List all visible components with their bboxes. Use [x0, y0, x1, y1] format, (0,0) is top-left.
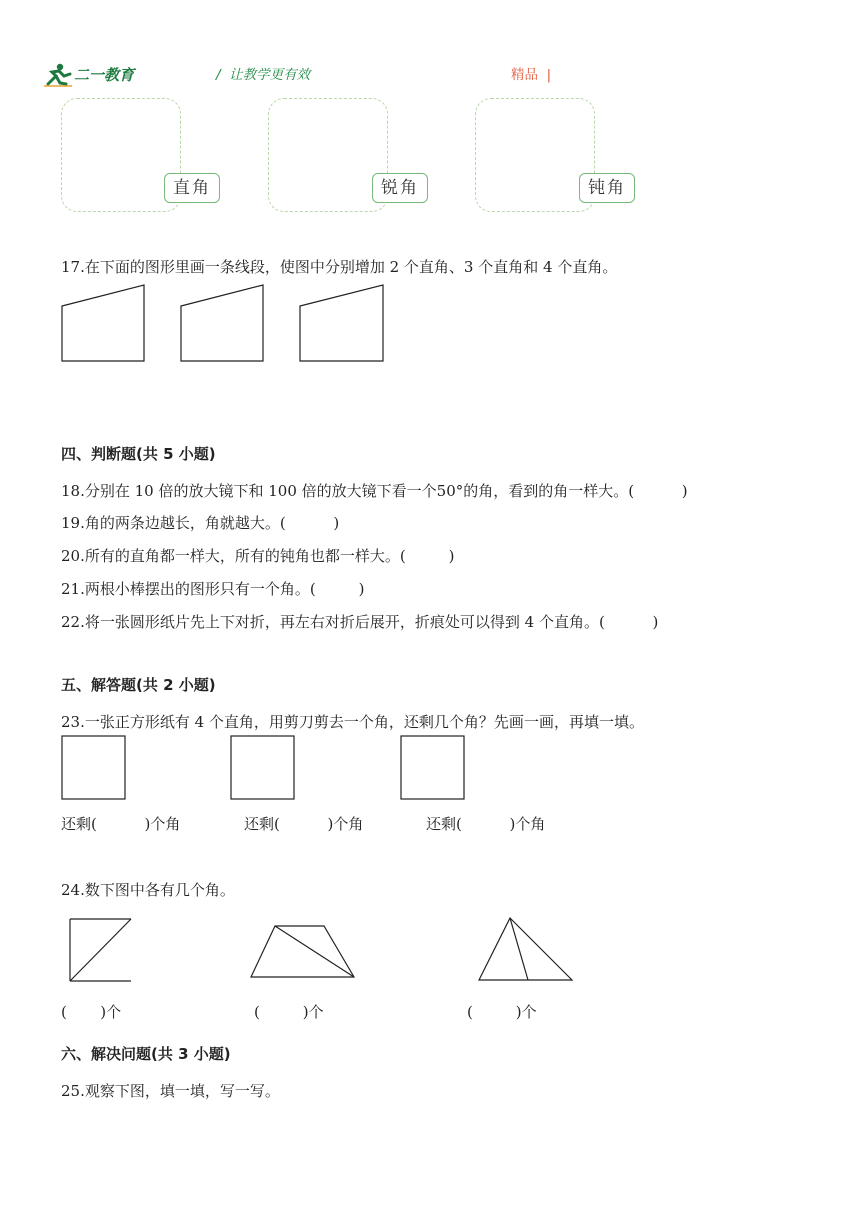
- q24-figure-2: [251, 926, 354, 977]
- label-acute-angle: 锐角: [372, 173, 428, 203]
- q24-answer-1[interactable]: ( )个: [61, 1003, 122, 1021]
- q24-figures: [58, 912, 588, 986]
- drawing-box-acute-angle: [268, 98, 388, 212]
- q23-square-1: [62, 736, 125, 799]
- q23-square-3: [401, 736, 464, 799]
- question-24: 24.数下图中各有几个角。: [61, 881, 235, 899]
- q17-shape-3: [300, 285, 383, 361]
- q17-shape-1: [62, 285, 144, 361]
- section-5-title: 五、解答题(共 2 小题): [61, 676, 216, 694]
- question-20: 20.所有的直角都一样大，所有的钝角也都一样大。( ): [61, 547, 455, 565]
- question-19: 19.角的两条边越长，角就越大。( ): [61, 514, 340, 532]
- question-22: 22.将一张圆形纸片先上下对折，再左右对折后展开，折痕处可以得到 4 个直角。( ): [61, 613, 659, 631]
- header-slogan: / 让教学更有效: [216, 67, 311, 83]
- q23-answer-2[interactable]: 还剩( )个角: [244, 815, 364, 833]
- header-brand: 精品 |: [511, 67, 552, 83]
- question-18: 18.分别在 10 倍的放大镜下和 100 倍的放大镜下看一个50°的角，看到的角一样大。( ): [61, 482, 688, 500]
- question-21: 21.两根小棒摆出的图形只有一个角。( ): [61, 580, 365, 598]
- q17-shapes: [58, 282, 398, 366]
- q24-figure-3: [479, 918, 572, 980]
- drawing-box-obtuse-angle: [475, 98, 595, 212]
- label-obtuse-angle: 钝角: [579, 173, 635, 203]
- question-23: 23.一张正方形纸有 4 个直角，用剪刀剪去一个角，还剩几个角？先画一画，再填一填。: [61, 713, 644, 731]
- q24-answer-3[interactable]: ( )个: [467, 1003, 537, 1021]
- q23-answer-1[interactable]: 还剩( )个角: [61, 815, 181, 833]
- drawing-box-right-angle: [61, 98, 181, 212]
- label-right-angle: 直角: [164, 173, 220, 203]
- question-25: 25.观察下图，填一填，写一写。: [61, 1082, 280, 1100]
- q24-answer-2[interactable]: ( )个: [254, 1003, 324, 1021]
- q17-shape-2: [181, 285, 263, 361]
- q23-square-2: [231, 736, 294, 799]
- logo-text: 二一教育: [74, 66, 135, 84]
- question-17: 17.在下面的图形里画一条线段，使图中分别增加 2 个直角、3 个直角和 4 个直角。: [61, 258, 618, 276]
- q23-squares: [58, 733, 478, 805]
- section-6-title: 六、解决问题(共 3 小题): [61, 1045, 231, 1063]
- q24-figure-1: [70, 919, 131, 981]
- q23-answer-3[interactable]: 还剩( )个角: [426, 815, 546, 833]
- section-4-title: 四、判断题(共 5 小题): [61, 445, 216, 463]
